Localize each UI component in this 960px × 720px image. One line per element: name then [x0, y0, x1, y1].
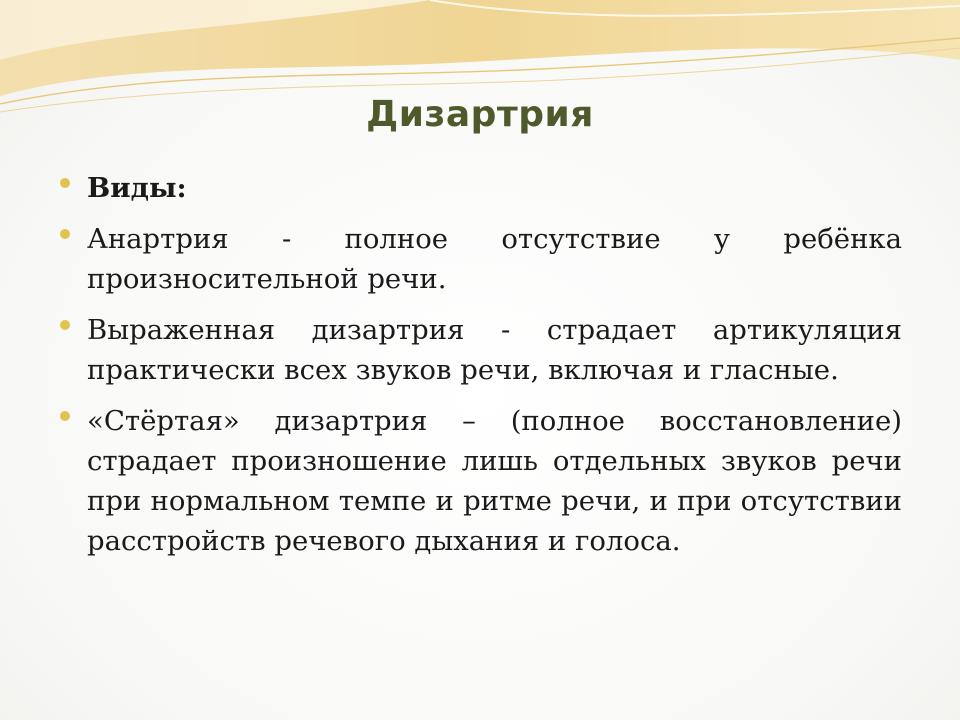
bullet-item	[60, 219, 902, 299]
bullet-dot-icon	[60, 320, 70, 330]
bullet-text: «Стёртая» дизартрия – (полное восстановление) страдает произношение лишь отдельных звуков речи при нормальном темпе и ритме речи, и при отсутствии расстройств речевого дыхания и голоса.	[87, 405, 902, 557]
bullet-text: Анартрия - полное отсутствие у ребёнка произносительной речи.	[87, 223, 902, 295]
bullet-dot-icon	[60, 411, 70, 421]
bullet-list	[60, 168, 902, 572]
bullet-text: Виды:	[87, 172, 187, 204]
bullet-dot-icon	[60, 229, 70, 239]
bullet-dot-icon	[60, 178, 70, 188]
bullet-item	[60, 168, 902, 208]
bullet-text: Выраженная дизартрия - страдает артикуляция практически всех звуков речи, включая и гласные.	[87, 314, 902, 386]
slide-title: Дизартрия	[366, 94, 594, 135]
bullet-item	[60, 310, 902, 390]
bullet-item	[60, 401, 902, 561]
